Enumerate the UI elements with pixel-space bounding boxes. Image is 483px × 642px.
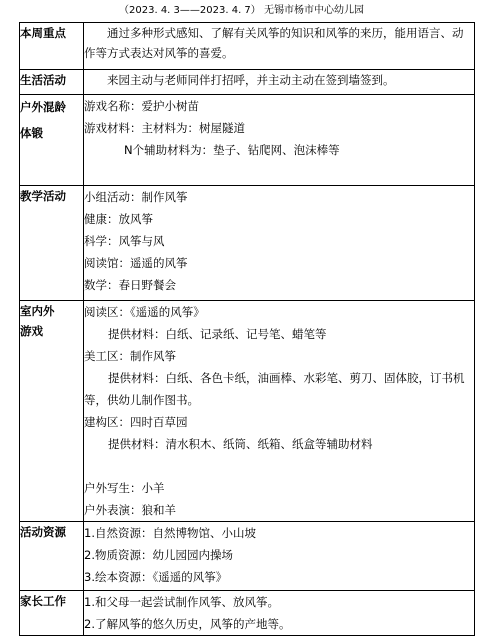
reading-area: 阅读区：《遥遥的风筝》 (84, 305, 205, 319)
row-teaching-activity (20, 186, 475, 301)
art-area: 美工区：制作风筝 (84, 349, 176, 363)
label-teaching-activity: 教学活动 (20, 186, 84, 301)
content-outdoor-exercise (84, 95, 475, 186)
content-indoor-outdoor-games (84, 301, 475, 522)
spacer (84, 455, 474, 477)
content-activity-resources (84, 522, 475, 591)
label-activity-resources: 活动资源 (20, 522, 84, 591)
content-life-activity (84, 70, 475, 95)
teaching-item-group: 小组活动：制作风筝 (84, 190, 188, 204)
resource-nature: 1.自然资源：自然博物馆、小山坡 (84, 526, 256, 540)
teaching-item-science: 科学：风筝与风 (84, 234, 165, 248)
document-header: （2023. 4. 3——2023. 4. 7） 无锡市杨市中心幼儿园 (119, 5, 364, 16)
teaching-item-reading: 阅读馆：遥遥的风筝 (84, 256, 188, 270)
label-weekly-focus: 本周重点 (20, 23, 84, 70)
outdoor-aux-materials: N个辅助材料为：垫子、钻爬网、泡沫棒等 (124, 143, 340, 157)
row-life-activity (20, 70, 475, 95)
row-activity-resources (20, 522, 475, 591)
content-teaching-activity (84, 186, 475, 301)
label-indoor-line2: 游戏 (20, 324, 43, 338)
outdoor-performance: 户外表演：狼和羊 (84, 503, 176, 517)
label-indoor-line1: 室内外 (20, 304, 55, 318)
parent-item-1: 1.和父母一起尝试制作风筝、放风筝。 (84, 595, 279, 609)
label-indoor-outdoor-games (20, 301, 84, 522)
outdoor-sketch: 户外写生：小羊 (84, 481, 165, 495)
outdoor-game-materials: 游戏材料：主材料为：树屋隧道 (84, 121, 245, 135)
outdoor-game-name: 游戏名称：爱护小树苗 (84, 99, 199, 113)
build-area-materials: 提供材料：清水积木、纸筒、纸箱、纸盒等辅助材料 (108, 437, 373, 451)
row-indoor-outdoor-games (20, 301, 475, 522)
weekly-plan-table (19, 22, 475, 636)
content-weekly-focus (84, 23, 475, 70)
label-outdoor-line1: 户外混龄 (20, 100, 66, 114)
reading-area-materials: 提供材料：白纸、记录纸、记号笔、蜡笔等 (108, 327, 327, 341)
content-parent-work (84, 591, 475, 636)
label-life-activity: 生活活动 (20, 70, 84, 95)
teaching-item-math: 数学：春日野餐会 (84, 278, 176, 292)
life-activity-text: 来园主动与老师同伴打招呼，并主动主动在签到墙签到。 (107, 73, 395, 87)
row-weekly-focus (20, 23, 475, 70)
art-area-materials: 提供材料：白纸、各色卡纸，油画棒、水彩笔、剪刀、固体胶，订书机等，供幼儿制作图书。 (84, 371, 465, 407)
weekly-focus-text: 通过多种形式感知、了解有关风筝的知识和风筝的来历，能用语言、动作等方式表达对风筝的喜爱。 (84, 26, 464, 60)
label-parent-work: 家长工作 (20, 591, 84, 636)
parent-item-2: 2.了解风筝的悠久历史，风筝的产地等。 (84, 617, 291, 631)
row-parent-work (20, 591, 475, 636)
resource-picture-book: 3.绘本资源：《遥遥的风筝》 (84, 570, 228, 584)
label-outdoor-exercise (20, 95, 84, 186)
build-area: 建构区：四时百草园 (84, 415, 188, 429)
label-outdoor-line2: 体锻 (20, 126, 43, 140)
resource-material: 2.物质资源：幼儿园园内操场 (84, 548, 233, 562)
teaching-item-health: 健康：放风筝 (84, 212, 153, 226)
row-outdoor-exercise (20, 95, 475, 186)
